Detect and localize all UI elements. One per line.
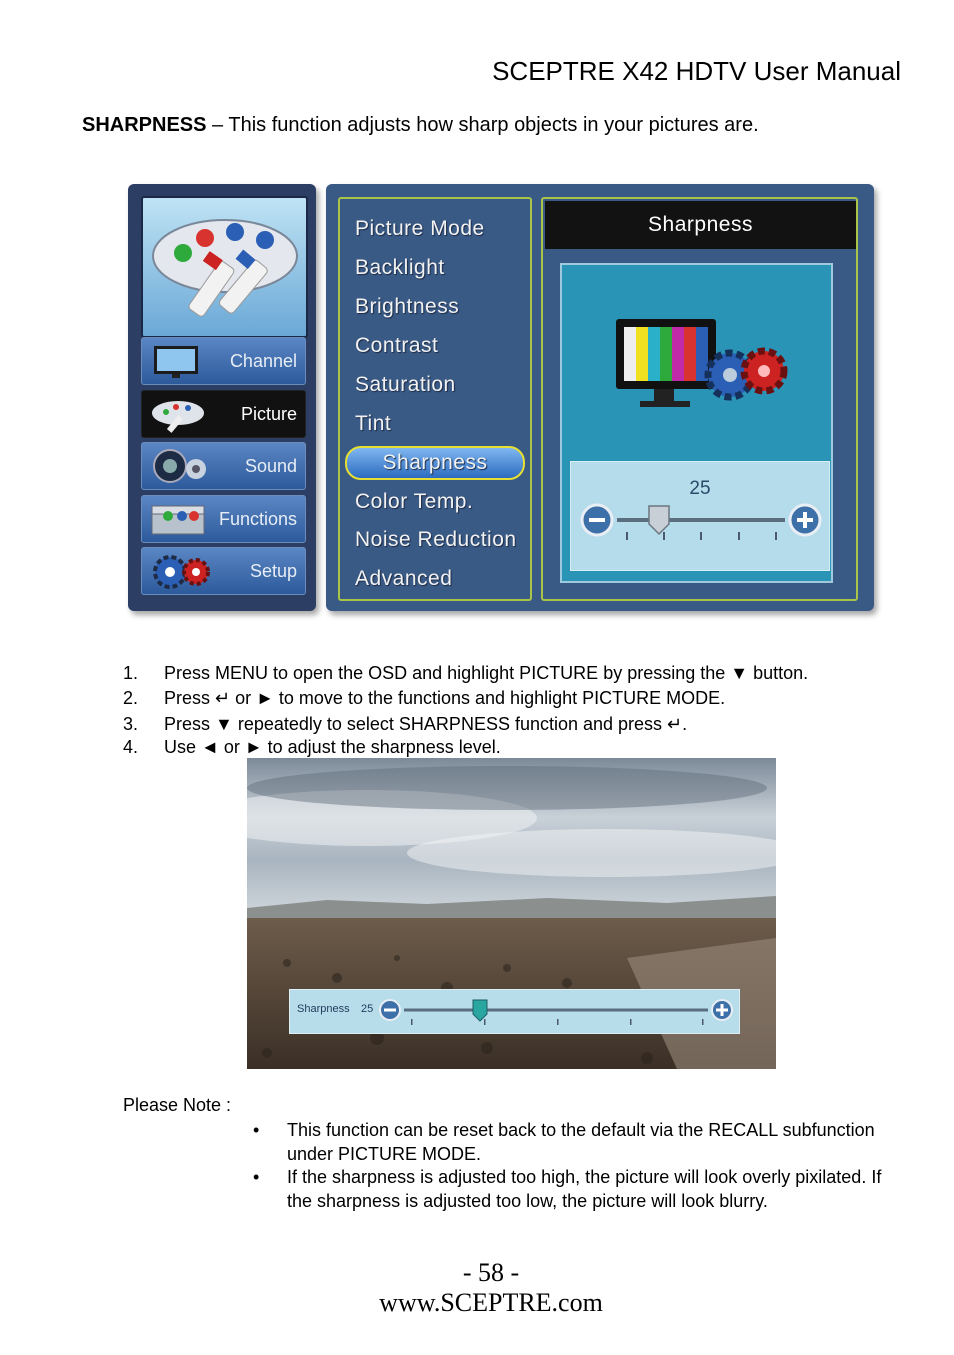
speaker-icon xyxy=(148,447,212,485)
menu-item-saturation[interactable]: Saturation xyxy=(355,373,456,396)
osd-nav-functions[interactable] xyxy=(141,495,306,543)
plus-icon-v xyxy=(721,1004,724,1016)
sharpness-slider[interactable] xyxy=(571,498,829,548)
osd-nav-panel xyxy=(128,184,316,611)
overlay-value: 25 xyxy=(361,1003,374,1015)
slider-thumb[interactable] xyxy=(649,506,669,534)
osd-nav-label: Sound xyxy=(244,456,297,476)
osd-nav-label: Setup xyxy=(249,561,297,581)
gear-icon xyxy=(148,552,212,590)
step-text: Press MENU to open the OSD and highlight PICTURE by pressing the ▼ button. xyxy=(164,663,809,683)
sharpness-overlay-bar xyxy=(289,989,740,1034)
intro-paragraph xyxy=(82,114,759,137)
plus-icon-v xyxy=(803,512,807,528)
slider-track xyxy=(617,518,785,522)
bullet-dot: • xyxy=(253,1120,260,1140)
step-number: 4. xyxy=(123,737,139,757)
step-number: 2. xyxy=(123,688,139,708)
landscape-photo xyxy=(247,758,776,1069)
menu-item-contrast[interactable]: Contrast xyxy=(355,334,439,357)
menu-item-backlight[interactable]: Backlight xyxy=(355,256,445,279)
osd-screenshot xyxy=(128,184,873,614)
slider-value: 25 xyxy=(689,478,711,499)
osd-nav-label: Picture xyxy=(240,404,297,424)
sharpness-preview xyxy=(560,263,833,583)
intro-term: SHARPNESS xyxy=(82,114,207,136)
step-text: Use ◄ or ► to adjust the sharpness level. xyxy=(164,737,501,757)
intro-text: – This function adjusts how sharp objects in your pictures are. xyxy=(206,114,759,136)
toolbox-icon xyxy=(148,500,212,538)
menu-item-picture-mode[interactable]: Picture Mode xyxy=(355,217,485,240)
slider-ticks xyxy=(411,1019,704,1025)
osd-nav-setup[interactable] xyxy=(141,547,306,595)
menu-item-color-temp[interactable]: Color Temp. xyxy=(355,490,474,513)
sharpness-detail-panel xyxy=(541,197,858,601)
tv-icon xyxy=(148,342,212,380)
menu-item-brightness[interactable]: Brightness xyxy=(355,295,460,318)
overlay-slider[interactable] xyxy=(376,994,736,1032)
bullet-dot: • xyxy=(253,1167,260,1187)
picture-palette-image xyxy=(141,196,308,338)
osd-nav-label: Channel xyxy=(229,351,297,371)
note-label: Please Note : xyxy=(123,1095,232,1115)
slider-ticks xyxy=(626,532,777,540)
step-number: 3. xyxy=(123,714,139,734)
osd-picture-menu xyxy=(338,197,532,601)
note-item-2: If the sharpness is adjusted too high, the picture will look overly pixilated. If the sharpness is adjusted too low, the picture will look blurry. xyxy=(287,1167,882,1211)
page-header-title: SCEPTRE X42 HDTV User Manual xyxy=(492,56,901,86)
step-text: Press ▼ repeatedly to select SHARPNESS function and press ↵. xyxy=(164,714,688,734)
step-text: Press ↵ or ► to move to the functions and highlight PICTURE MODE. xyxy=(164,688,726,708)
website-url: www.SCEPTRE.com xyxy=(379,1288,603,1317)
page-number: - 58 - xyxy=(462,1258,520,1287)
step-number: 1. xyxy=(123,663,139,683)
osd-nav-channel[interactable] xyxy=(141,337,306,385)
sharpness-slider-box xyxy=(570,461,830,571)
osd-nav-label: Functions xyxy=(218,509,297,529)
menu-item-sharpness[interactable]: Sharpness xyxy=(345,446,525,480)
palette-icon xyxy=(148,395,212,433)
osd-nav-sound[interactable] xyxy=(141,442,306,490)
slider-thumb[interactable] xyxy=(473,1000,487,1021)
panel-title: Sharpness xyxy=(545,201,856,249)
overlay-label: Sharpness xyxy=(297,1003,350,1015)
menu-item-tint[interactable]: Tint xyxy=(355,412,392,435)
minus-icon-bar xyxy=(589,518,605,522)
menu-item-advanced[interactable]: Advanced xyxy=(355,567,453,590)
minus-icon-bar xyxy=(384,1009,396,1012)
osd-nav-picture[interactable] xyxy=(141,390,306,438)
monitor-gear-icon xyxy=(612,315,792,415)
palette-icon xyxy=(143,198,306,336)
slider-track xyxy=(404,1009,708,1012)
menu-item-noise-reduction[interactable]: Noise Reduction xyxy=(355,528,517,551)
note-item-1: This function can be reset back to the default via the RECALL subfunction under PICTURE MODE. xyxy=(287,1120,875,1164)
osd-picture-panel xyxy=(326,184,874,611)
